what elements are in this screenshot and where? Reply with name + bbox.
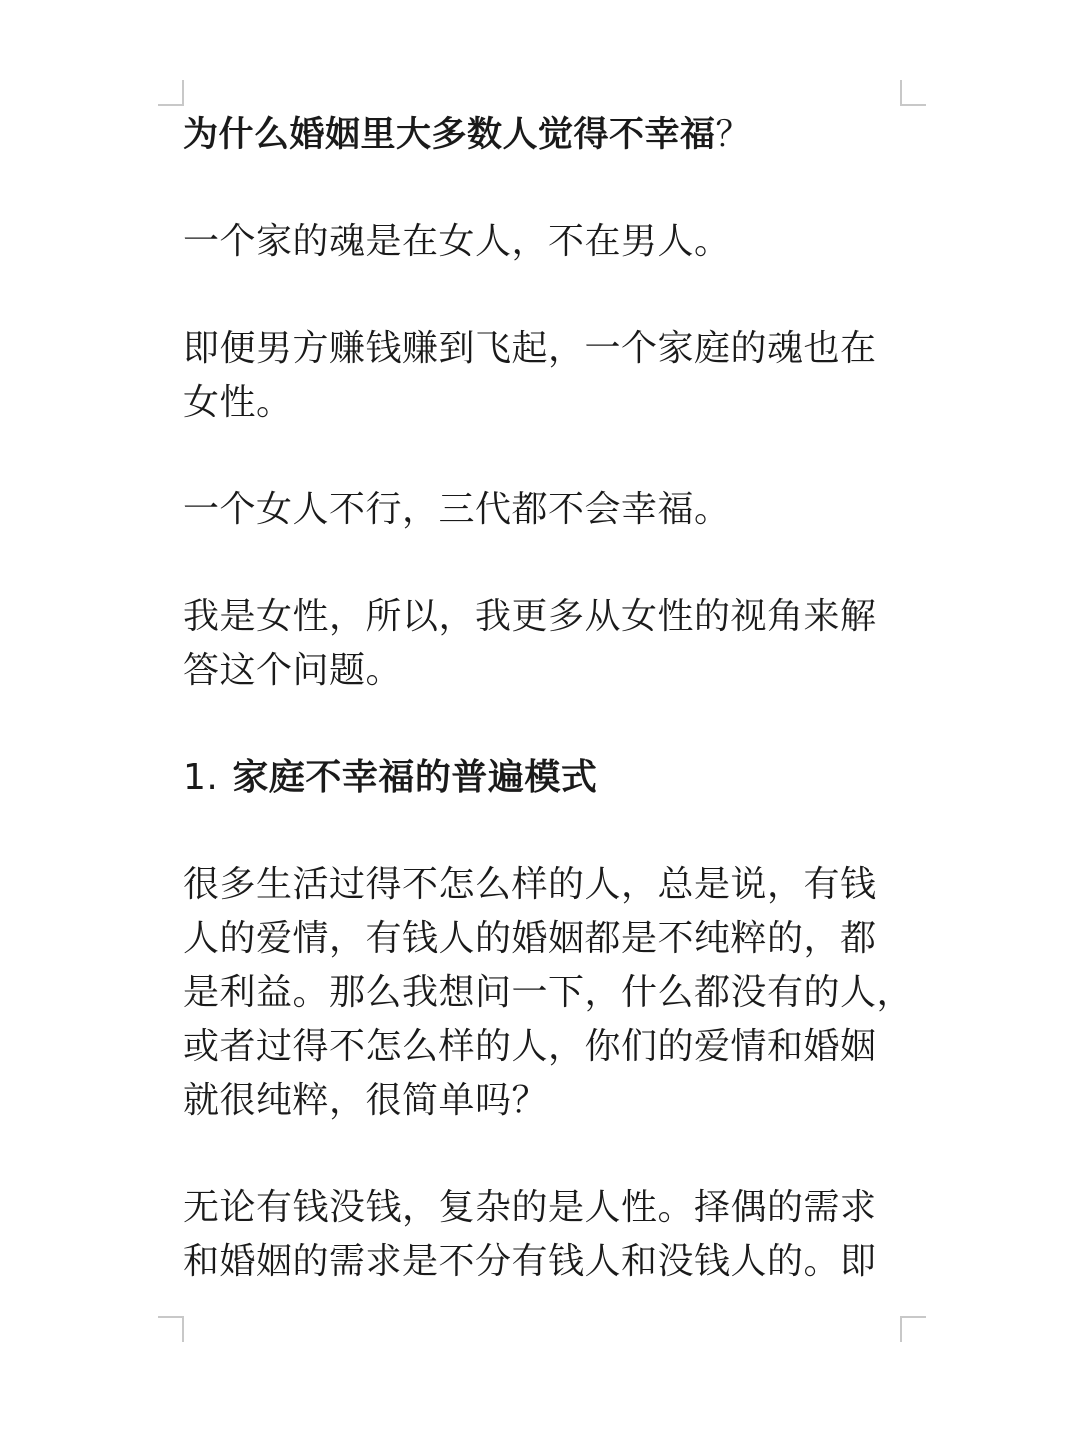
section-number: 1. [183,757,219,798]
document-body [183,108,913,1342]
section-heading-text: 家庭不幸福的普遍模式 [232,757,598,798]
paragraph: 即便男方赚钱赚到飞起，一个家庭的魂也在 女性。 [183,328,877,423]
page-title-punct: ？ [715,115,752,155]
crop-mark-top-left [158,80,184,106]
page-title [183,108,913,162]
paragraph: 一个女人不行，三代都不会幸福。 [183,489,731,530]
paragraph: 无论有钱没钱，复杂的是人性。择偶的需求 和婚姻的需求是不分有钱人和没钱人的。即 [183,1187,877,1282]
crop-mark-top-right [900,80,926,106]
paragraph: 很多生活过得不怎么样的人，总是说，有钱 人的爱情，有钱人的婚姻都是不纯粹的，都 是利益。那么我想问一下，什么都没有的人， 或者过得不怎么样的人，你们的爱情和婚姻 就很纯粹，很简单吗？ [183,864,914,1121]
paragraph: 一个家的魂是在女人，不在男人。 [183,221,731,262]
page-title-text: 为什么婚姻里大多数人觉得不幸福 [183,115,716,155]
section-heading [183,751,913,805]
crop-mark-bottom-left [158,1316,184,1342]
paragraph: 我是女性，所以，我更多从女性的视角来解 答这个问题。 [183,596,877,691]
